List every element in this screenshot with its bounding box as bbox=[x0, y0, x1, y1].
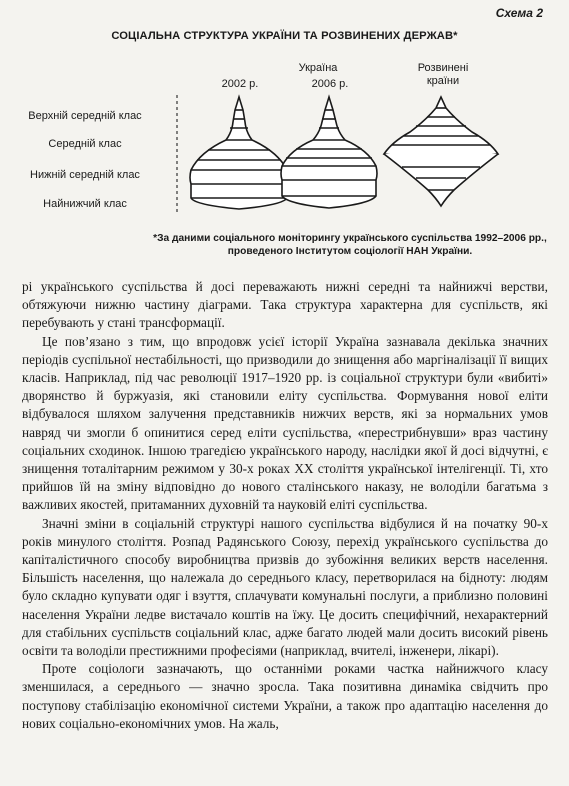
class-label-lower-middle: Нижній середній клас bbox=[30, 169, 140, 181]
developed-header-line2: країни bbox=[426, 75, 460, 87]
diagram-title: СОЦІАЛЬНА СТРУКТУРА УКРАЇНИ ТА РОЗВИНЕНИХ ДЕРЖАВ* bbox=[111, 30, 458, 42]
footnote-line2: проведеного Інститутом соціології НАН України. bbox=[227, 246, 473, 257]
shape-ukraine-2006 bbox=[281, 97, 377, 208]
class-structure-figure bbox=[0, 0, 569, 240]
body-text bbox=[22, 278, 548, 733]
footnote-line1: *За даними соціального моніторингу українського суспільства 1992–2006 рр., bbox=[153, 233, 547, 244]
paragraph-4: Проте соціологи зазначають, що останніми роками частка найнижчого класу зменшилася, а середнього — значно зросла. Така позитивна динаміка свідчить про поступову стабілізацію економічної системи України, а також про адаптацію населення до нових соціально-економічних умов. На жаль, bbox=[22, 661, 548, 731]
year-2002-label: 2002 р. bbox=[221, 78, 259, 90]
shape-developed bbox=[384, 97, 498, 206]
shape-ukraine-2002 bbox=[190, 97, 288, 209]
class-label-upper-middle: Верхній середній клас bbox=[28, 110, 142, 122]
scheme-label: Схема 2 bbox=[495, 6, 543, 20]
footnote bbox=[150, 232, 550, 258]
developed-header-line1: Розвинені bbox=[417, 62, 469, 74]
ukraine-header: Україна bbox=[298, 62, 338, 74]
paragraph-3: Значні зміни в соціальній структурі нашого суспільства відбулися й на початку 90-х років минулого століття. Розпад Радянського Союзу, перехід українського суспільства до капіталістичного способу виробництва призвів до зубожіння великих верств населення. Більшість населення, що належала до середнього класу, перетворилася на бідноту: людям було складно купувати одяг і взуття, сплачувати комунальні послуги, а приблизно половині населення України ледве вистачало коштів на їжу. Це досить специфічний, нехарактерний для стабільних суспільств соціальний клас, адже багато людей мали досить високий рівень освіти та володіли престижними професіями (наприклад, вчителі, інженери, лікарі). bbox=[22, 515, 548, 659]
class-label-middle: Середній клас bbox=[48, 138, 122, 150]
paragraph-2: Це пов’язано з тим, що впродовж усієї історії Україна зазнавала декілька значних періодів суспільної нестабільності, що призводили до знищення або маргіналізації її вищих класів. Наприклад, під час революції 1917–1920 рр. із соціальної структури були «вибиті» дворянство й буржуазія, які становили еліту суспільства. Формування нової еліти відбувалося шляхом залучення представників нижчих верств, які за нормальних умов навряд чи змогли б опинитися серед еліти суспільства, «перестрибнувши» враз частину соціальних сходинок. Іншою трагедією українського народу, наслідки якої й досі відчутні, є знищення тоталітарним режимом у 30-х роках XX століття української інтелігенції. Ті, хто прийшов їй на зміну відповідно до нового сталінського наказу, не володіли багатьма з важливих якостей, притаманних духовній та науковій еліті суспільства. bbox=[22, 333, 548, 513]
year-2006-label: 2006 р. bbox=[311, 78, 349, 90]
class-label-lowest: Найнижчий клас bbox=[43, 198, 127, 210]
paragraph-1: рі українського суспільства й досі переважають нижні середні та найнижчі верстви, обтяжуючи нижню частину діаграми. Така структура характерна для суспільств, які перебувають у стані трансформації. bbox=[22, 279, 548, 331]
